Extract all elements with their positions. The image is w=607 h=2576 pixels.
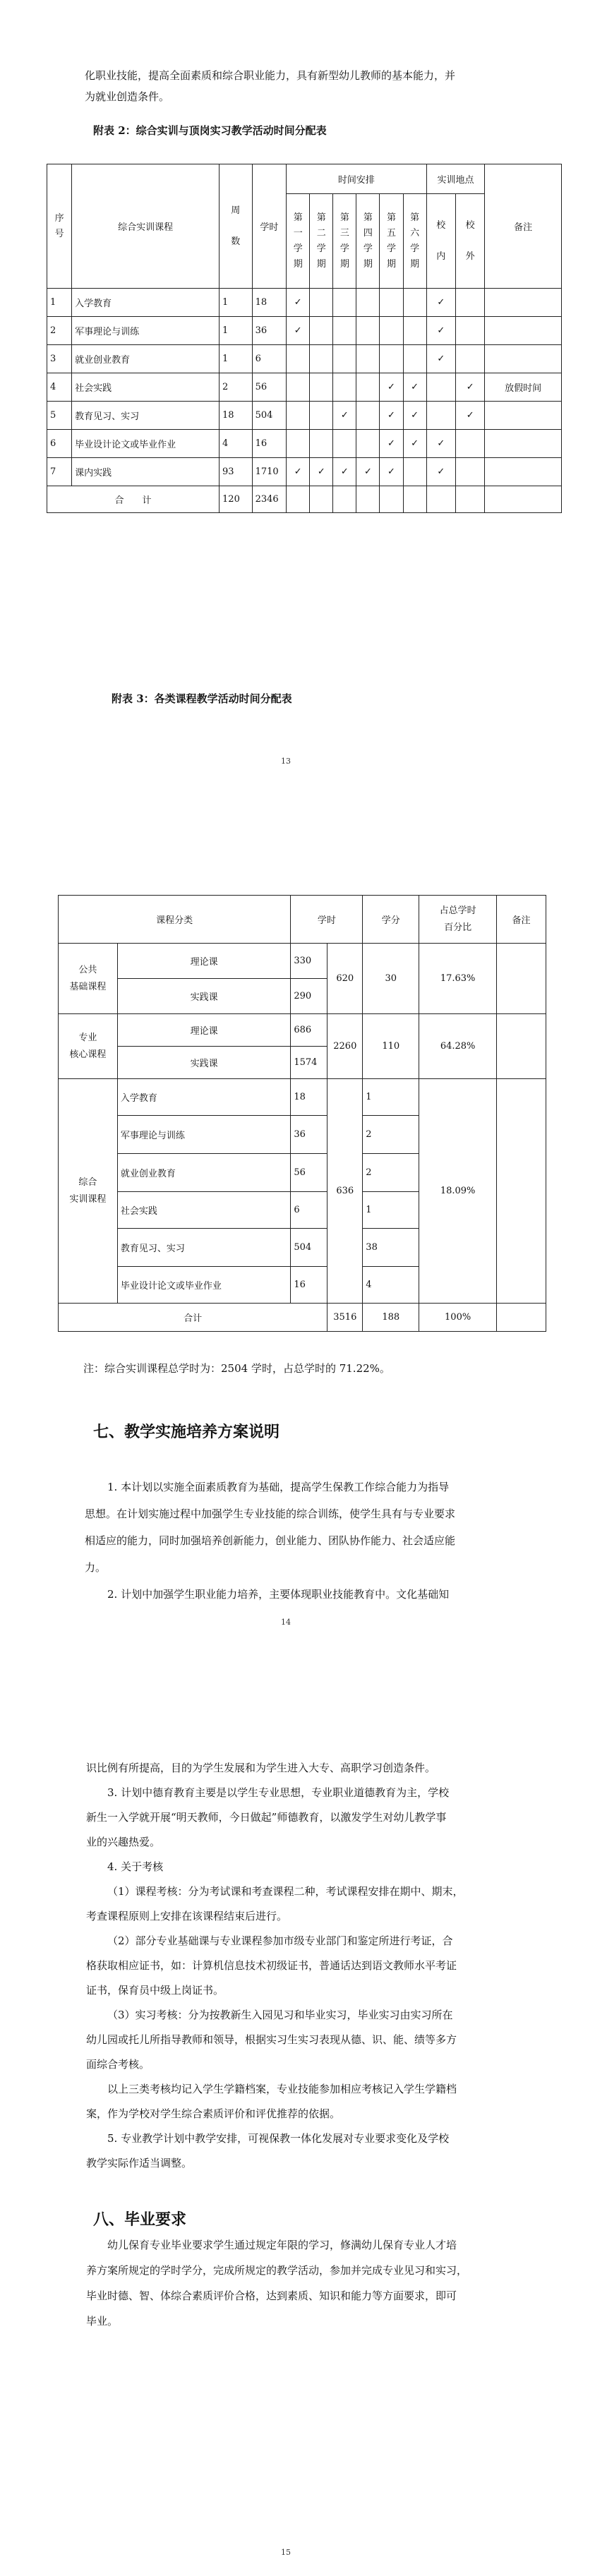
- table-row: [47, 317, 562, 345]
- t2-row-oncampus: [426, 373, 455, 402]
- t3-public-total: 620: [327, 944, 363, 1014]
- t2-header-sem4: 第 四 学 期: [356, 194, 380, 289]
- t2-row-no: 5: [47, 402, 72, 430]
- t3-public-practice: 实践课: [117, 979, 291, 1014]
- t2-row-name: 课内实践: [72, 458, 220, 486]
- t2-row-hours: 16: [252, 430, 287, 458]
- t2-row-oncampus: ✓: [426, 458, 455, 486]
- t2-header-oncampus: 校 内: [426, 194, 455, 289]
- t2-row-sem3: [333, 345, 356, 373]
- t2-row-sem2: ✓: [310, 458, 333, 486]
- t3-comp-item-3-credits: 2: [363, 1154, 419, 1192]
- t2-row-sem2: [310, 345, 333, 373]
- t3-comp-item-6: 毕业设计论文或毕业作业: [117, 1267, 291, 1304]
- t2-row-no: 7: [47, 458, 72, 486]
- t3-public-theory: 理论课: [117, 944, 291, 979]
- t2-row-offcampus: ✓: [455, 373, 484, 402]
- t3-major-name: 专业 核心课程: [59, 1014, 118, 1079]
- t3-total-percent: 100%: [419, 1304, 497, 1332]
- section-8-title: 八、毕业要求: [93, 2210, 187, 2229]
- t2-row-offcampus: [455, 345, 484, 373]
- t2-row-note: [485, 430, 562, 458]
- intro-line-2: 为就业创造条件。: [85, 90, 170, 103]
- t2-row-sem1: ✓: [287, 289, 310, 317]
- t2-row-weeks: 1: [220, 289, 253, 317]
- t2-header-location: 实训地点: [426, 164, 485, 194]
- t2-row-note: [485, 345, 562, 373]
- p3-line-16: 5. 专业教学计划中教学安排，可视保教一体化发展对专业要求变化及学校: [107, 2132, 450, 2145]
- table-row: [47, 458, 562, 486]
- t2-row-sem4: [356, 317, 380, 345]
- t2-row-note: 放假时间: [485, 373, 562, 402]
- p3-line-14: 以上三类考核均记入学生学籍档案，专业技能参加相应考核记入学生学籍档: [107, 2083, 457, 2095]
- t3-major-percent: 64.28%: [419, 1014, 497, 1079]
- table3-title: 附表 3：各类课程教学活动时间分配表: [112, 692, 292, 705]
- t2-row-sem1: [287, 373, 310, 402]
- t2-row-sem4: [356, 345, 380, 373]
- p3-line-7: 考查课程原则上安排在该课程结束后进行。: [86, 1910, 288, 1922]
- t2-row-oncampus: [426, 402, 455, 430]
- t2-row-sem6: [403, 458, 426, 486]
- t2-row-note: [485, 317, 562, 345]
- t2-row-no: 6: [47, 430, 72, 458]
- t3-header-hours: 学时: [291, 896, 363, 944]
- t2-row-weeks: 1: [220, 317, 253, 345]
- table2-title: 附表 2：综合实训与顶岗实习教学活动时间分配表: [93, 124, 327, 137]
- t3-comp-percent: 18.09%: [419, 1079, 497, 1304]
- t3-header-credits: 学分: [363, 896, 419, 944]
- t2-row-sem3: ✓: [333, 458, 356, 486]
- t2-header-weeks: 周 数: [220, 164, 253, 289]
- t3-major-credits: 110: [363, 1014, 419, 1079]
- t3-header-category: 课程分类: [59, 896, 291, 944]
- t2-row-name: 就业创业教育: [72, 345, 220, 373]
- t2-header-offcampus: 校 外: [455, 194, 484, 289]
- t3-comp-item-4-credits: 1: [363, 1192, 419, 1229]
- page-number-13: 13: [281, 757, 291, 766]
- table-row: [47, 345, 562, 373]
- t3-total-label: 合计: [59, 1304, 327, 1332]
- p3-line-5: 4. 关于考核: [107, 1860, 164, 1873]
- t2-row-sem6: [403, 345, 426, 373]
- t2-row-hours: 56: [252, 373, 287, 402]
- t2-row-sem5: ✓: [380, 373, 403, 402]
- t2-row-sem6: ✓: [403, 402, 426, 430]
- t2-row-name: 毕业设计论文或毕业作业: [72, 430, 220, 458]
- t2-row-hours: 504: [252, 402, 287, 430]
- t3-comp-item-1-credits: 1: [363, 1079, 419, 1116]
- table-row: [47, 402, 562, 430]
- s7-line-4: 力。: [85, 1561, 107, 1574]
- t2-header-note: 备注: [485, 164, 562, 289]
- t3-comp-item-5: 教育见习、实习: [117, 1229, 291, 1267]
- s7-line-3: 相适应的能力，同时加强培养创新能力，创业能力、团队协作能力、社会适应能: [85, 1534, 456, 1547]
- t3-comp-item-4: 社会实践: [117, 1192, 291, 1229]
- p3-line-11: （3）实习考核：分为按教新生入园见习和毕业实习，毕业实习由实习所在: [107, 2009, 453, 2021]
- t3-comp-item-2: 军事理论与训练: [117, 1116, 291, 1154]
- t3-major-theory: 理论课: [117, 1014, 291, 1047]
- page-number-15: 15: [281, 2548, 291, 2557]
- page-number-14: 14: [281, 1618, 291, 1627]
- t2-row-sem2: [310, 317, 333, 345]
- t2-row-sem2: [310, 402, 333, 430]
- t2-row-weeks: 2: [220, 373, 253, 402]
- p3-line-13: 面综合考核。: [86, 2058, 150, 2071]
- t2-row-oncampus: ✓: [426, 345, 455, 373]
- t2-row-sem4: [356, 402, 380, 430]
- t2-header-sem2: 第 二 学 期: [310, 194, 333, 289]
- t2-header-sem5: 第 五 学 期: [380, 194, 403, 289]
- t3-major-theory-hours: 686: [291, 1014, 327, 1047]
- t2-row-sem6: ✓: [403, 430, 426, 458]
- t2-row-sem5: ✓: [380, 430, 403, 458]
- t3-comp-item-5-credits: 38: [363, 1229, 419, 1267]
- t2-row-sem3: [333, 373, 356, 402]
- t3-comp-item-1: 入学教育: [117, 1079, 291, 1116]
- table2: [47, 164, 562, 513]
- t2-row-sem5: ✓: [380, 402, 403, 430]
- t2-total-weeks: 120: [220, 486, 253, 513]
- t2-header-sem1: 第 一 学 期: [287, 194, 310, 289]
- p3-line-4: 业的兴趣热爱。: [86, 1836, 161, 1848]
- t3-public-practice-hours: 290: [291, 979, 327, 1014]
- t2-row-hours: 18: [252, 289, 287, 317]
- t2-row-sem1: [287, 402, 310, 430]
- t2-total-label: 合 计: [47, 486, 220, 513]
- t2-row-sem2: [310, 430, 333, 458]
- t3-major-practice: 实践课: [117, 1047, 291, 1079]
- p3-line-17: 教学实际作适当调整。: [86, 2157, 193, 2169]
- t2-row-weeks: 4: [220, 430, 253, 458]
- s8-line-2: 养方案所规定的学时学分，完成所规定的教学活动，参加并完成专业见习和实习，: [86, 2264, 468, 2277]
- s7-line-5: 2. 计划中加强学生职业能力培养，主要体现职业技能教育中。文化基础知: [107, 1588, 450, 1601]
- table-row: [47, 289, 562, 317]
- t3-comp-name: 综合 实训课程: [59, 1079, 118, 1304]
- p3-line-8: （2）部分专业基础课与专业课程参加市级专业部门和鉴定所进行考证，合: [107, 1934, 453, 1947]
- t2-row-sem5: [380, 289, 403, 317]
- t3-public-theory-hours: 330: [291, 944, 327, 979]
- t2-row-sem6: [403, 317, 426, 345]
- t3-header-percent: 占总学时 百分比: [419, 896, 497, 944]
- t2-row-name: 教育见习、实习: [72, 402, 220, 430]
- t2-row-name: 入学教育: [72, 289, 220, 317]
- t3-public-percent: 17.63%: [419, 944, 497, 1014]
- t3-comp-item-3-hours: 56: [291, 1154, 327, 1192]
- t3-public-credits: 30: [363, 944, 419, 1014]
- t2-row-name: 社会实践: [72, 373, 220, 402]
- t2-row-no: 1: [47, 289, 72, 317]
- t2-row-sem4: [356, 289, 380, 317]
- t2-row-offcampus: [455, 289, 484, 317]
- t3-major-total: 2260: [327, 1014, 363, 1079]
- t2-row-sem3: ✓: [333, 402, 356, 430]
- t2-row-sem4: [356, 373, 380, 402]
- t2-row-sem5: ✓: [380, 458, 403, 486]
- t2-row-sem1: [287, 430, 310, 458]
- p3-line-12: 幼儿园或托儿所指导教师和领导，根据实习生实习表现从德、识、能、绩等多方: [86, 2033, 457, 2046]
- t2-row-weeks: 18: [220, 402, 253, 430]
- p3-line-9: 格获取相应证书，如：计算机信息技术初级证书，普通话达到语文教师水平考证: [86, 1959, 457, 1972]
- p3-line-15: 案，作为学校对学生综合素质评价和评优推荐的依据。: [86, 2107, 341, 2120]
- t3-comp-item-1-hours: 18: [291, 1079, 327, 1116]
- t2-row-note: [485, 289, 562, 317]
- t2-row-hours: 6: [252, 345, 287, 373]
- t3-public-name: 公共 基础课程: [59, 944, 118, 1014]
- t2-row-oncampus: ✓: [426, 289, 455, 317]
- t2-row-no: 4: [47, 373, 72, 402]
- t2-header-course: 综合实训课程: [72, 164, 220, 289]
- s8-line-4: 毕业。: [86, 2315, 119, 2328]
- t3-comp-total: 636: [327, 1079, 363, 1304]
- t2-row-sem6: ✓: [403, 373, 426, 402]
- t2-row-offcampus: [455, 430, 484, 458]
- p3-line-2: 3. 计划中德育教育主要是以学生专业思想，专业职业道德教育为主，学校: [107, 1786, 450, 1799]
- t2-row-hours: 36: [252, 317, 287, 345]
- t2-row-offcampus: [455, 317, 484, 345]
- t2-row-sem5: [380, 345, 403, 373]
- t2-row-sem4: [356, 430, 380, 458]
- table3: [58, 895, 546, 1332]
- t2-header-sem6: 第 六 学 期: [403, 194, 426, 289]
- t2-row-note: [485, 402, 562, 430]
- t3-comp-item-2-hours: 36: [291, 1116, 327, 1154]
- section-7-title: 七、教学实施培养方案说明: [93, 1423, 280, 1441]
- t2-row-sem1: [287, 345, 310, 373]
- s8-line-3: 毕业时德、智、体综合素质评价合格，达到素质、知识和能力等方面要求，即可: [86, 2289, 457, 2302]
- t2-row-sem3: [333, 289, 356, 317]
- t2-row-no: 2: [47, 317, 72, 345]
- t3-comp-item-6-hours: 16: [291, 1267, 327, 1304]
- t2-row-sem1: ✓: [287, 317, 310, 345]
- s7-line-1: 1. 本计划以实施全面素质教育为基础，提高学生保教工作综合能力为指导: [107, 1481, 450, 1493]
- t2-row-sem3: [333, 430, 356, 458]
- t3-comp-item-2-credits: 2: [363, 1116, 419, 1154]
- t3-total-hours: 3516: [327, 1304, 363, 1332]
- p3-line-6: （1）课程考核：分为考试课和考查课程二种，考试课程安排在期中、期末，: [107, 1885, 464, 1898]
- p3-line-10: 证书，保育员中级上岗证书。: [86, 1984, 224, 1997]
- t3-comp-item-4-hours: 6: [291, 1192, 327, 1229]
- t3-note: 注：综合实训课程总学时为：2504 学时，占总学时的 71.22%。: [83, 1362, 390, 1375]
- s8-line-1: 幼儿保育专业毕业要求学生通过规定年限的学习，修满幼儿保育专业人才培: [107, 2239, 457, 2251]
- table-row: [47, 373, 562, 402]
- t2-row-oncampus: ✓: [426, 430, 455, 458]
- t2-row-sem6: [403, 289, 426, 317]
- t2-header-hours: 学时: [252, 164, 287, 289]
- t3-total-credits: 188: [363, 1304, 419, 1332]
- t2-row-weeks: 1: [220, 345, 253, 373]
- t2-header-schedule: 时间安排: [287, 164, 426, 194]
- p3-line-1: 识比例有所提高，目的为学生发展和为学生进入大专、高职学习创造条件。: [86, 1762, 436, 1774]
- t3-comp-item-3: 就业创业教育: [117, 1154, 291, 1192]
- t2-row-sem5: [380, 317, 403, 345]
- t2-row-sem4: ✓: [356, 458, 380, 486]
- t3-major-practice-hours: 1574: [291, 1047, 327, 1079]
- t2-row-weeks: 93: [220, 458, 253, 486]
- t2-row-hours: 1710: [252, 458, 287, 486]
- t2-row-sem1: ✓: [287, 458, 310, 486]
- t2-row-sem3: [333, 317, 356, 345]
- p3-line-3: 新生一入学就开展“明天教师，今日做起”师德教育，以激发学生对幼儿教学事: [86, 1811, 447, 1824]
- t2-row-oncampus: ✓: [426, 317, 455, 345]
- t2-total-hours: 2346: [252, 486, 287, 513]
- t2-row-no: 3: [47, 345, 72, 373]
- t2-row-offcampus: [455, 458, 484, 486]
- t2-header-sem3: 第 三 学 期: [333, 194, 356, 289]
- t2-row-sem2: [310, 373, 333, 402]
- t2-row-sem2: [310, 289, 333, 317]
- t2-row-name: 军事理论与训练: [72, 317, 220, 345]
- t2-row-note: [485, 458, 562, 486]
- intro-line-1: 化职业技能，提高全面素质和综合职业能力，具有新型幼儿教师的基本能力，并: [85, 69, 456, 82]
- t3-header-note: 备注: [497, 896, 546, 944]
- s7-line-2: 思想。在计划实施过程中加强学生专业技能的综合训练，使学生具有与专业要求: [85, 1507, 456, 1520]
- t2-row-offcampus: ✓: [455, 402, 484, 430]
- t2-header-seq: 序 号: [47, 164, 72, 289]
- t3-comp-item-5-hours: 504: [291, 1229, 327, 1267]
- t3-comp-item-6-credits: 4: [363, 1267, 419, 1304]
- table-row: [47, 430, 562, 458]
